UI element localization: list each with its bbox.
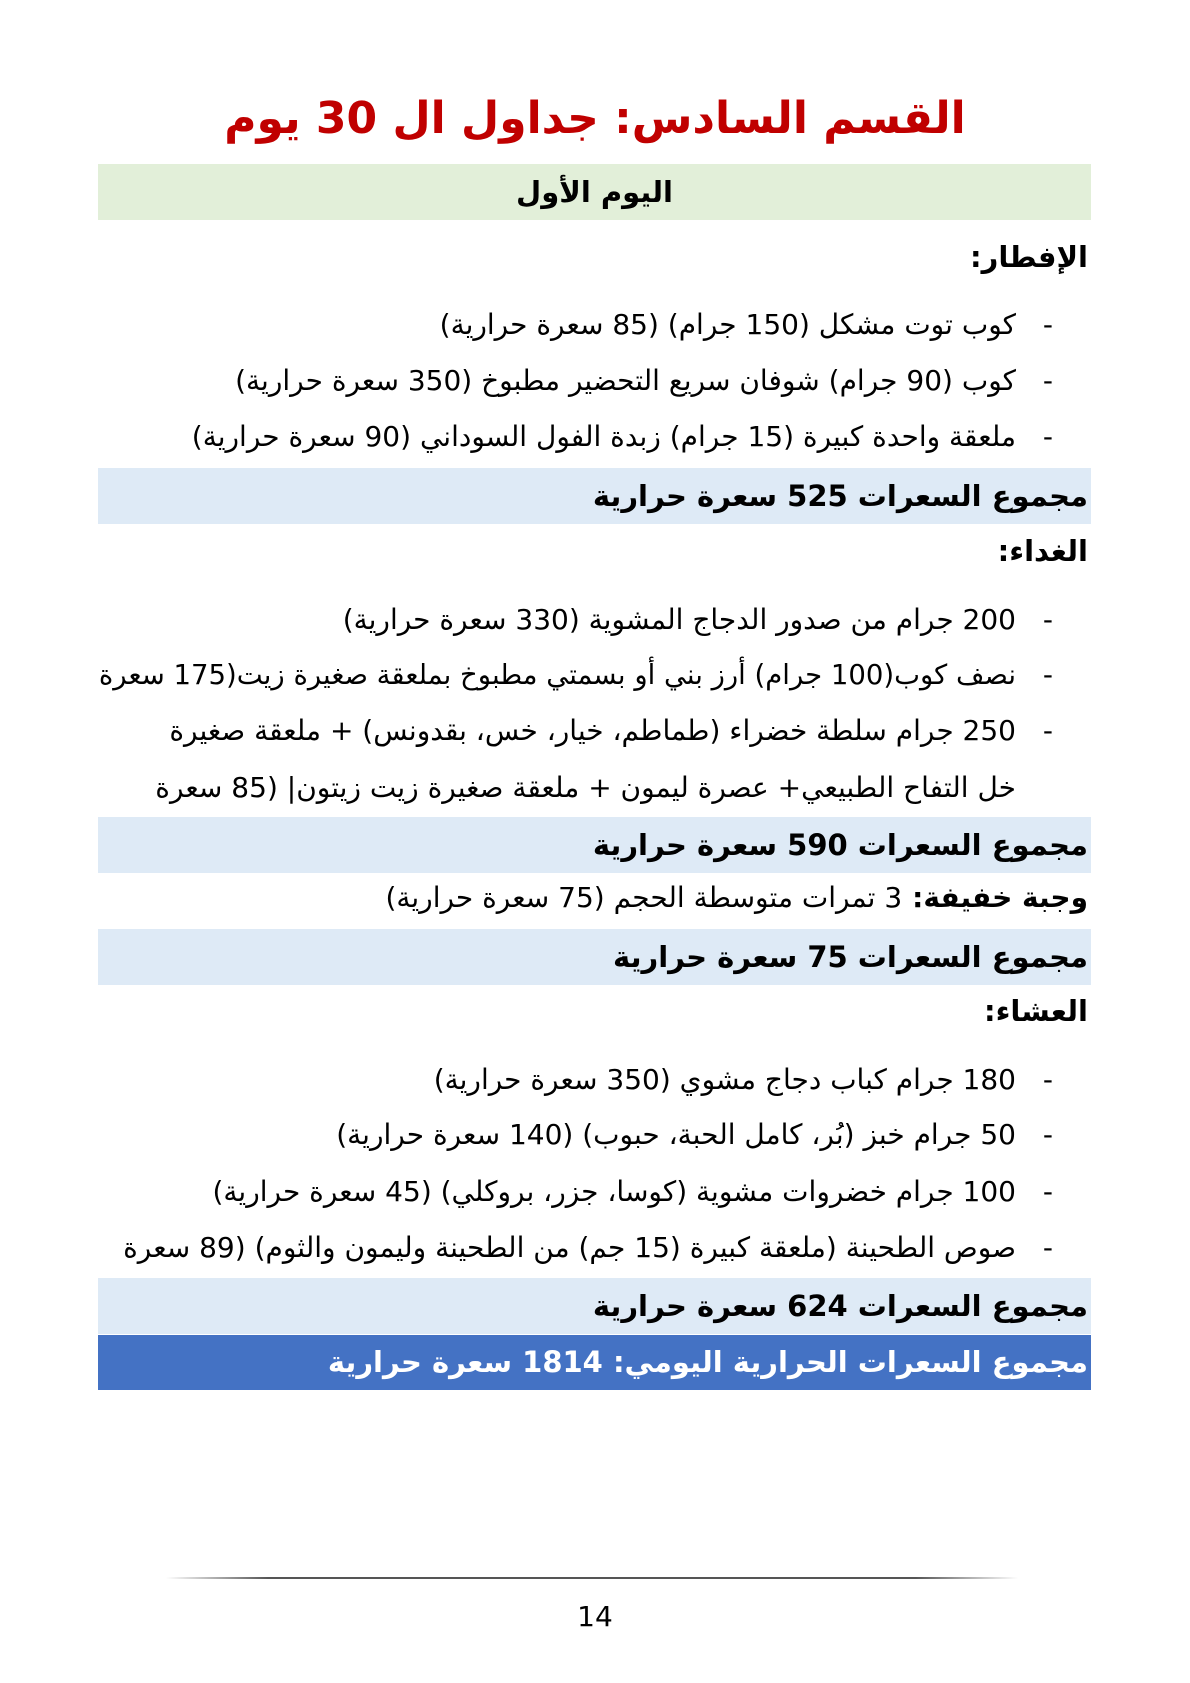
list-item-continuation xyxy=(98,760,1091,816)
snack-line xyxy=(98,872,1088,924)
dinner-total-band xyxy=(98,1278,1091,1334)
snack-text: 3 تمرات متوسطة الحجم (75 سعرة حرارية) xyxy=(385,881,903,914)
dinner-total: مجموع السعرات 624 سعرة حرارية xyxy=(592,1289,1088,1323)
list-item xyxy=(98,1164,1091,1220)
list-item-text: خل التفاح الطبيعي+ عصرة ليمون + ملعقة صغيرة زيت زيتون| (85 سعرة xyxy=(155,771,1016,804)
daily-total: مجموع السعرات الحرارية اليومي: 1814 سعرة حرارية xyxy=(327,1345,1088,1379)
list-item xyxy=(98,297,1091,353)
day-title: اليوم الأول xyxy=(516,175,673,209)
list-item-text: 200 جرام من صدور الدجاج المشوية (330 سعرة حرارية) xyxy=(342,603,1016,636)
list-item-text: كوب توت مشكل (150 جرام) (85 سعرة حرارية) xyxy=(439,308,1016,341)
lunch-total: مجموع السعرات 590 سعرة حرارية xyxy=(592,828,1088,862)
bullet-dash: - xyxy=(1042,1175,1053,1208)
bullet-dash: - xyxy=(1042,1063,1053,1096)
bullet-dash: - xyxy=(1042,1231,1053,1264)
snack-label: وجبة خفيفة: xyxy=(912,881,1088,914)
bullet-dash: - xyxy=(1042,714,1053,747)
list-item-text: 180 جرام كباب دجاج مشوي (350 سعرة حرارية) xyxy=(433,1063,1016,1096)
list-item-text: ملعقة واحدة كبيرة (15 جرام) زبدة الفول السوداني (90 سعرة حرارية) xyxy=(191,420,1016,453)
bullet-dash: - xyxy=(1042,364,1053,397)
dinner-heading: العشاء: xyxy=(983,994,1088,1028)
list-item xyxy=(98,592,1091,648)
list-item-text: كوب (90 جرام) شوفان سريع التحضير مطبوخ (350 سعرة حرارية) xyxy=(235,364,1016,397)
list-item-text: 250 جرام سلطة خضراء (طماطم، خيار، خس، بقدونس) + ملعقة صغيرة xyxy=(169,714,1016,747)
page-number: 14 xyxy=(577,1600,613,1633)
bullet-dash: - xyxy=(1042,308,1053,341)
list-item xyxy=(98,353,1091,409)
bullet-dash: - xyxy=(1042,1118,1053,1151)
list-item-text: صوص الطحينة (ملعقة كبيرة (15 جم) من الطحينة وليمون والثوم) (89 سعرة xyxy=(123,1231,1016,1264)
lunch-total-band xyxy=(98,817,1091,873)
list-item xyxy=(98,647,1091,703)
list-item xyxy=(98,1052,1091,1108)
list-item xyxy=(98,409,1091,465)
list-item-text: نصف كوب(100 جرام) أرز بني أو بسمتي مطبوخ بملعقة صغيرة زيت(175 سعرة xyxy=(98,659,1016,691)
list-item xyxy=(98,1107,1091,1163)
section-title: القسم السادس: جداول ال 30 يوم xyxy=(224,93,966,144)
day-header-band xyxy=(98,164,1091,220)
breakfast-heading: الإفطار: xyxy=(970,240,1088,274)
list-item-text: 100 جرام خضروات مشوية (كوسا، جزر، بروكلي) (45 سعرة حرارية) xyxy=(212,1175,1016,1208)
bullet-dash: - xyxy=(1042,603,1053,636)
footer-divider xyxy=(166,1577,1018,1579)
bullet-dash: - xyxy=(1042,420,1053,453)
breakfast-total: مجموع السعرات 525 سعرة حرارية xyxy=(592,479,1088,513)
daily-total-band xyxy=(98,1335,1091,1390)
breakfast-total-band xyxy=(98,468,1091,524)
snack-total-band xyxy=(98,929,1091,985)
snack-total: مجموع السعرات 75 سعرة حرارية xyxy=(613,940,1088,974)
lunch-heading: الغداء: xyxy=(997,534,1088,568)
bullet-dash: - xyxy=(1042,658,1053,691)
list-item xyxy=(98,1220,1091,1276)
list-item-text: 50 جرام خبز (بُر، كامل الحبة، حبوب) (140 سعرة حرارية) xyxy=(336,1118,1016,1151)
list-item xyxy=(98,703,1091,759)
